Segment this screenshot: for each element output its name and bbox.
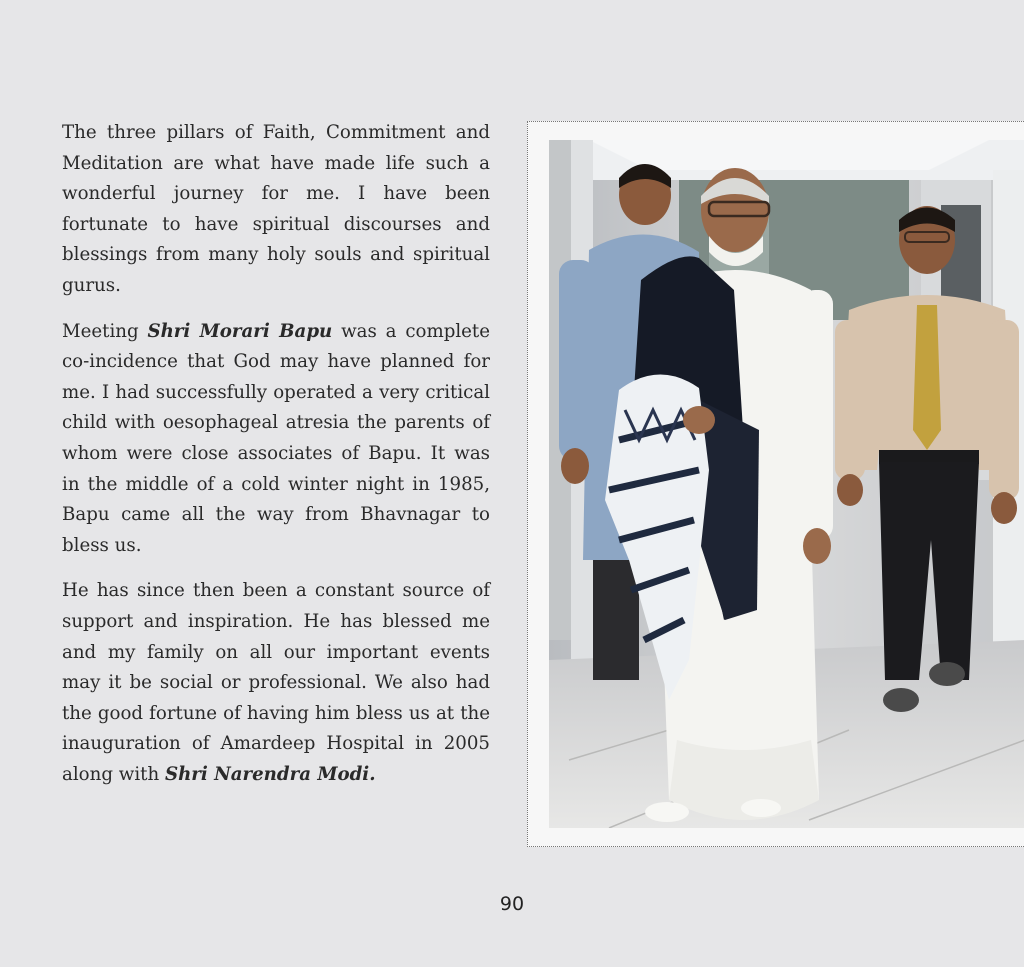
photo-frame <box>527 121 1024 847</box>
name-morari-bapu: Shri Morari Bapu <box>147 320 333 342</box>
paragraph-3-text: He has since then been a constant source of support and inspiration. He has blessed me and my family on all our important events may it be social or professional. We also had the good fortune of having him bless us at the inauguration of Amardeep Hospital in 2005 along with <box>62 580 490 785</box>
paragraph-1-text: The three pillars of Faith, Commitment and Meditation are what have made life such a wonderful journey for me. I have been fortunate to have spiritual discourses and blessings from many holy souls and spiritual gurus. <box>62 122 490 296</box>
paragraph-2 <box>62 317 490 562</box>
photograph-illustration <box>549 140 1024 828</box>
paragraph-2-text-b: was a complete co-incidence that God may have planned for me. I had successfully operated a very critical child with oesophageal atresia the parents of whom were close associates of Bapu. It was in the middle of a cold winter night in 1985, Bapu came all the way from Bhavnagar to bless us. <box>62 320 490 556</box>
name-narendra-modi: Shri Narendra Modi. <box>164 763 376 785</box>
photograph <box>549 140 1024 828</box>
paragraph-1 <box>62 118 490 302</box>
paragraph-2-text-a: Meeting <box>62 320 148 342</box>
body-text <box>62 118 490 805</box>
paragraph-3 <box>62 576 490 790</box>
page-number: 90 <box>499 893 525 915</box>
